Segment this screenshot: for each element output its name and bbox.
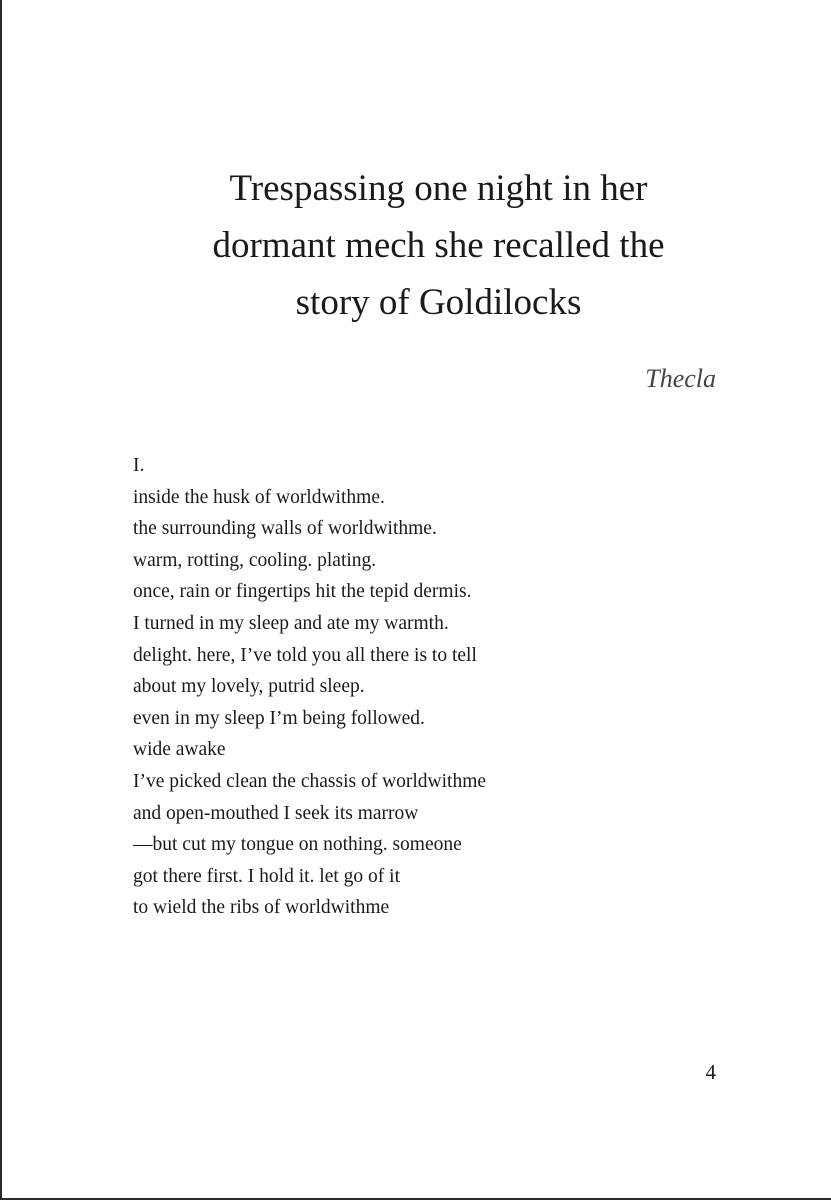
poem-line: warm, rotting, cooling. plating. — [133, 549, 377, 571]
poem-line: I’ve picked clean the chassis of worldwithme — [133, 770, 487, 792]
poem-line: the surrounding walls of worldwithme. — [133, 518, 437, 540]
poem-line: even in my sleep I’m being followed. — [133, 707, 425, 729]
poem-body — [133, 450, 753, 924]
poem-line: inside the husk of worldwithme. — [133, 486, 385, 508]
poem-line: about my lovely, putrid sleep. — [133, 676, 365, 698]
poem-line: wide awake — [133, 739, 226, 761]
section-number: I. — [133, 455, 145, 476]
poem-line: and open-mouthed I seek its marrow — [133, 802, 419, 824]
poem-line: —but cut my tongue on nothing. someone — [133, 834, 462, 856]
poem-line: I turned in my sleep and ate my warmth. — [133, 612, 449, 634]
title-line: story of Goldilocks — [295, 282, 582, 323]
title-line: Trespassing one night in her — [229, 168, 648, 209]
poem-title — [102, 160, 775, 331]
poem-line: delight. here, I’ve told you all there is to tell — [133, 644, 477, 666]
poem-line: got there first. I hold it. let go of it — [133, 865, 400, 887]
page-number: 4 — [705, 1060, 716, 1084]
poem-line: once, rain or fingertips hit the tepid dermis. — [133, 581, 472, 603]
author-name: Thecla — [645, 364, 716, 393]
title-line: dormant mech she recalled the — [212, 225, 665, 266]
poem-line: to wield the ribs of worldwithme — [133, 897, 390, 919]
